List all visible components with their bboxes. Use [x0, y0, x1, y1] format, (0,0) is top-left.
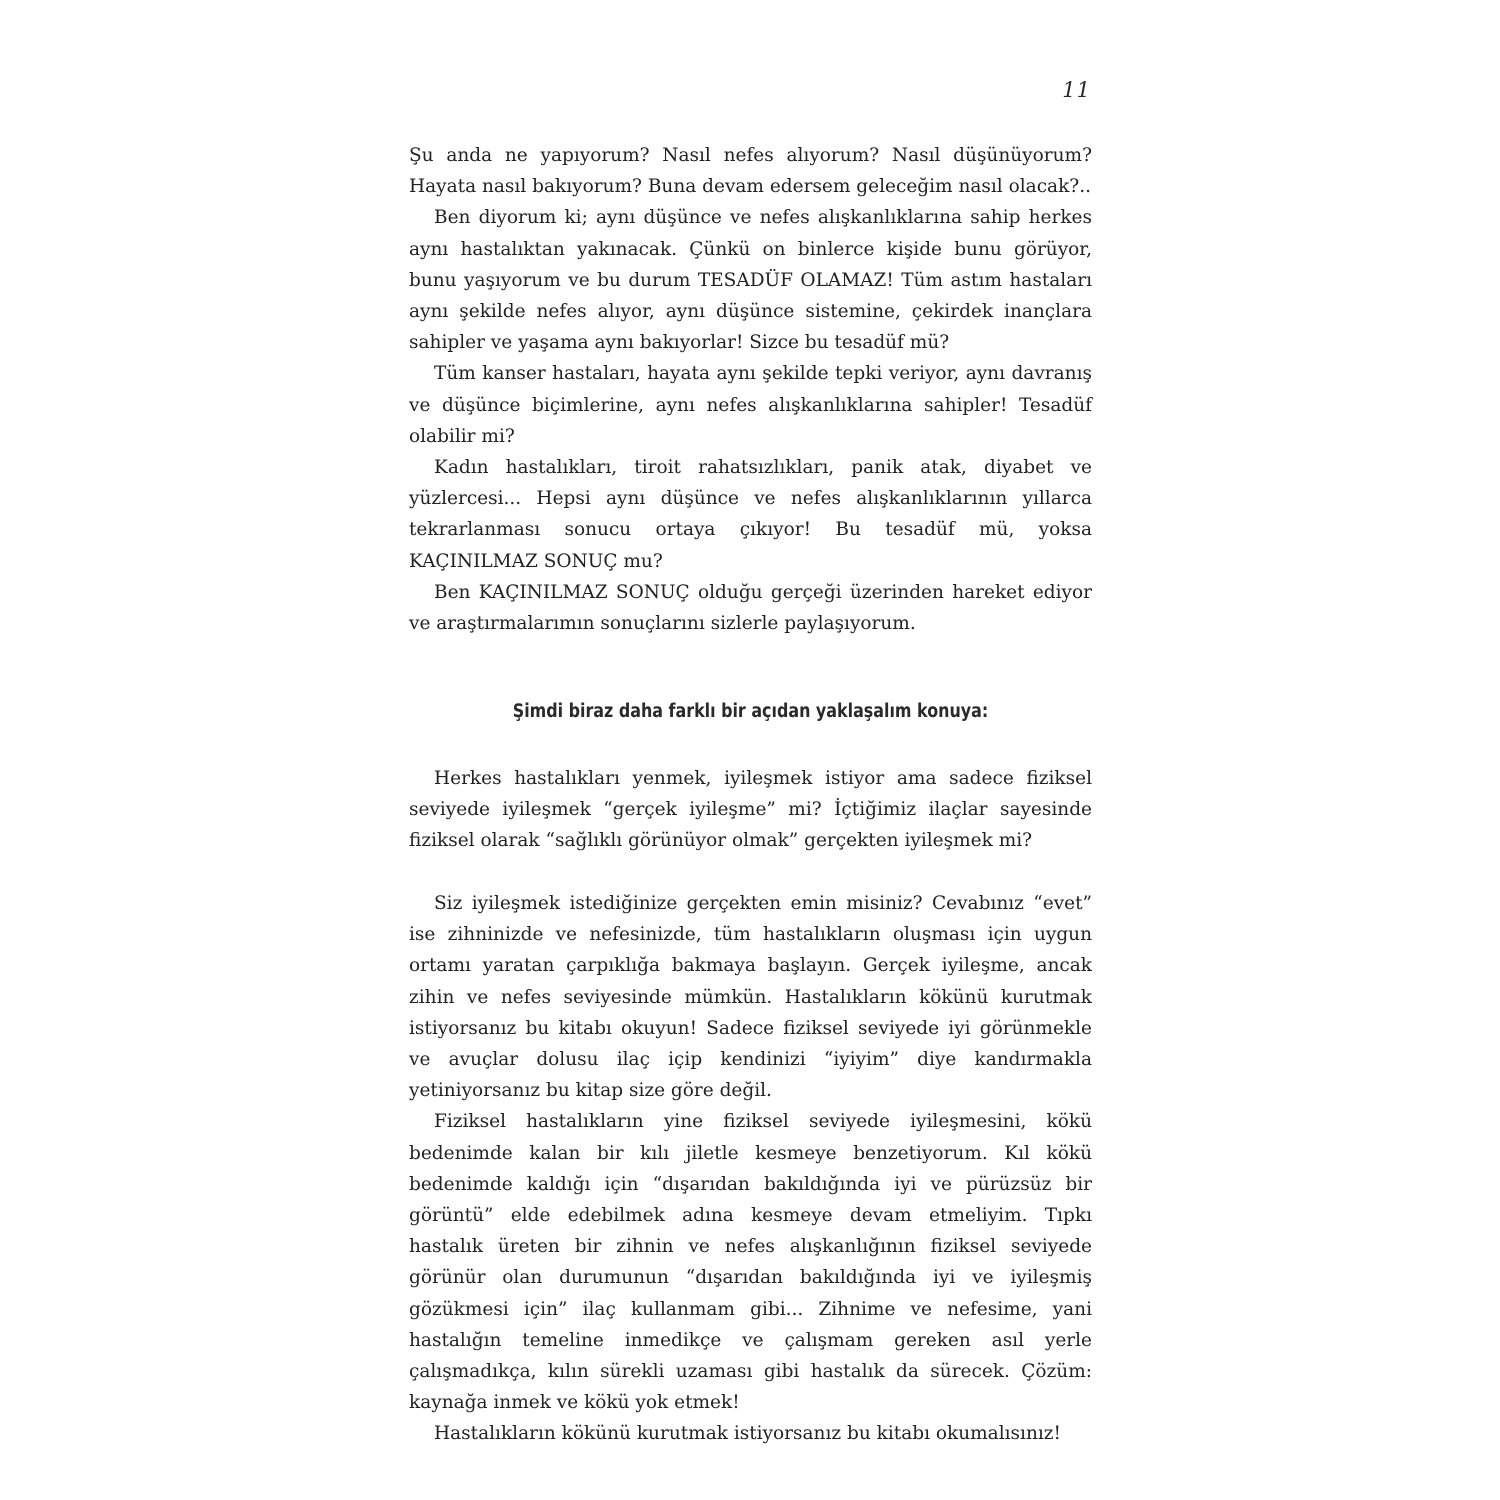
- paragraph: Ben diyorum ki; aynı düşünce ve nefes alışkanlıklarına sahip herkes aynı hastalıktan yakınacak. Çünkü on binlerce kişide bunu görüyor, bunu yaşıyorum ve bu durum TESADÜF OLAMAZ! Tüm astım hastaları aynı şekilde nefes alıyor, aynı düşünce sistemine, çekirdek inançlara sahipler ve yaşama aynı bakıyorlar! Sizce bu tesadüf mü?: [409, 207, 1092, 354]
- section-intro: [409, 140, 1092, 639]
- section-root-cause: [409, 888, 1092, 1450]
- paragraph: Kadın hastalıkları, tiroit rahatsızlıkları, panik atak, diyabet ve yüzlercesi... Hepsi aynı düşünce ve nefes alışkanlıklarının yıllarca tekrarlanması sonucu ortaya çıkıyor! Bu tesadüf mü, yoksa KAÇINILMAZ SONUÇ mu?: [409, 457, 1092, 572]
- paragraph: Herkes hastalıkları yenmek, iyileşmek istiyor ama sadece fiziksel seviyede iyileşmek “gerçek iyileşme” mi? İçtiğimiz ilaçlar sayesinde fiziksel olarak “sağlıklı görünüyor olmak” gerçekten iyileşmek mi?: [409, 768, 1092, 852]
- paragraph: Şu anda ne yapıyorum? Nasıl nefes alıyorum? Nasıl düşünüyorum? Hayata nasıl bakıyorum? Buna devam edersem geleceğim nasıl olacak?..: [409, 145, 1092, 198]
- paragraph: Siz iyileşmek istediğinize gerçekten emin misiniz? Cevabınız “evet” ise zihninizde ve nefesinizde, tüm hastalıkların oluşması için uygun ortamı yaratan çarpıklığa bakmaya başlayın. Gerçek iyileşme, ancak zihin ve nefes seviyesinde mümkün. Hastalıkların kökünü kurutmak istiyorsanız bu kitabı okuyun! Sadece fiziksel seviyede iyi görünmekle ve avuçlar dolusu ilaç içip kendinizi “iyiyim” diye kandırmakla yetiniyorsanız bu kitap size göre değil.: [409, 893, 1092, 1102]
- section-heading: Şimdi biraz daha farklı bir açıdan yaklaşalım konuya:: [512, 701, 989, 722]
- page-number: 11: [1062, 78, 1091, 102]
- paragraph: Ben KAÇINILMAZ SONUÇ olduğu gerçeği üzerinden hareket ediyor ve araştırmalarımın sonuçlarını sizlerle paylaşıyorum.: [409, 581, 1092, 635]
- section-healing-question: [409, 763, 1092, 857]
- paragraph: Hastalıkların kökünü kurutmak istiyorsanız bu kitabı okumalısınız!: [434, 1423, 1061, 1445]
- paragraph: Tüm kanser hastaları, hayata aynı şekilde tepki veriyor, aynı davranış ve düşünce biçimlerine, aynı nefes alışkanlıklarına sahipler! Tesadüf olabilir mi?: [409, 363, 1092, 447]
- paragraph: Fiziksel hastalıkların yine fiziksel seviyede iyileşmesini, kökü bedenimde kalan bir kılı jiletle kesmeye benzetiyorum. Kıl kökü bedenimde kaldığı için “dışarıdan bakıldığında iyi ve pürüzsüz bir görüntü” elde edebilmek adına kesmeye devam etmeliyim. Tıpkı hastalık üreten bir zihnin ve nefes alışkanlığının fiziksel seviyede görünür olan durumunun “dışarıdan bakıldığında iyi ve iyileşmiş gözükmesi için” ilaç kullanmam gibi... Zihnime ve nefesime, yani hastalığın temeline inmedikçe ve çalışmam gereken asıl yerle çalışmadıkça, kılın sürekli uzaması gibi hastalık da sürecek. Çözüm: kaynağa inmek ve kökü yok etmek!: [409, 1111, 1092, 1414]
